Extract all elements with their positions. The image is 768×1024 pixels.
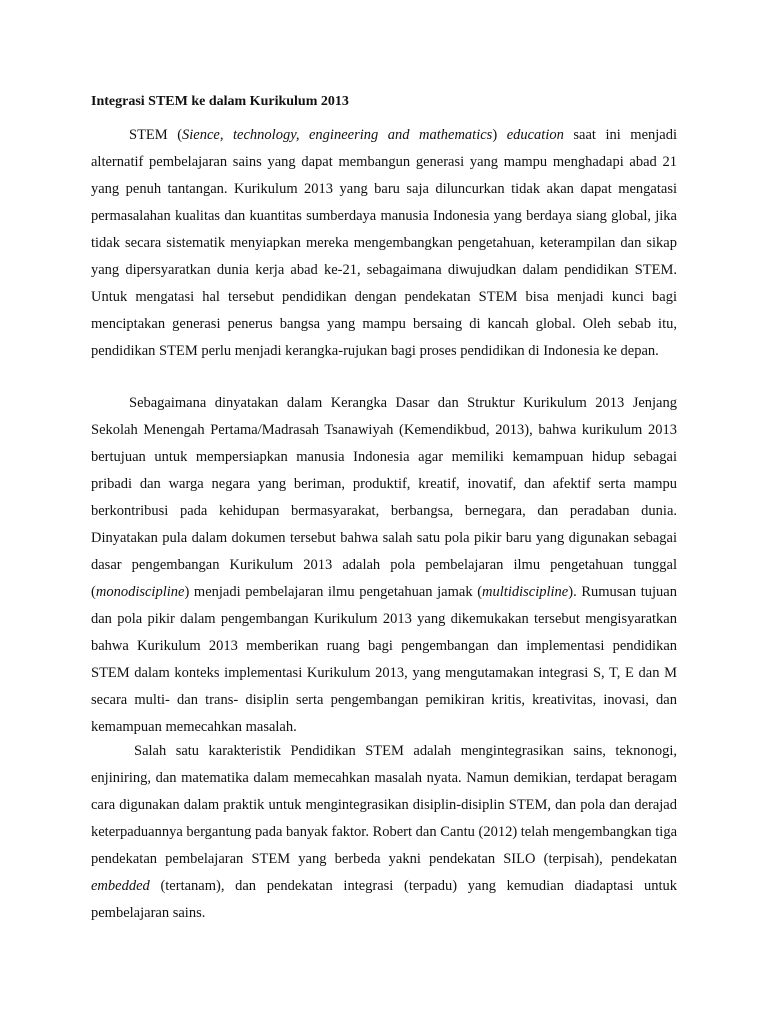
paragraph-3 bbox=[91, 738, 677, 927]
italic-text: Sience, technology, engineering and mathematics bbox=[182, 127, 493, 143]
paragraph-text: (tertanam), dan pendekatan integrasi (terpadu) yang kemudian diadaptasi untuk pembelajaran sains. bbox=[91, 878, 677, 921]
italic-text: monodiscipline bbox=[95, 584, 185, 600]
paragraph-2 bbox=[91, 390, 677, 741]
paragraph-text: STEM ( bbox=[129, 127, 183, 143]
paragraph-1 bbox=[91, 122, 677, 365]
paragraph-text: ) menjadi pembelajaran ilmu pengetahuan jamak ( bbox=[184, 584, 483, 600]
paragraph-text: ) bbox=[492, 127, 507, 143]
paragraph-text: ). Rumusan tujuan dan pola pikir dalam pengembangan Kurikulum 2013 yang dikemukakan tersebut mengisyaratkan bahwa Kurikulum 2013 memberikan ruang bagi pengembangan dan implementasi pendidikan STEM dalam konteks implementasi Kurikulum 2013, yang mengutamakan integrasi S, T, E dan M secara multi- dan trans- disiplin serta pengembangan pemikiran kritis, kreativitas, inovasi, dan kemampuan memecahkan masalah. bbox=[91, 584, 677, 735]
italic-text: education bbox=[506, 127, 564, 143]
paragraph-text: saat ini menjadi alternatif pembelajaran sains yang dapat membangun generasi yang mampu menghadapi abad 21 yang penuh tantangan. Kurikulum 2013 yang baru saja diluncurkan tidak akan dapat mengatasi permasalahan kualitas dan kuantitas sumberdaya manusia Indonesia yang berdaya siang global, jika tidak secara sistematik menyiapkan mereka mengembangkan pengetahuan, keterampilan dan sikap yang dipersyaratkan dunia kerja abad ke-21, sebagaimana diwujudkan dalam pendidikan STEM. Untuk mengatasi hal tersebut pendidikan dengan pendekatan STEM bisa menjadi kunci bagi menciptakan generasi penerus bangsa yang mampu bersaing di kancah global. Oleh sebab itu, pendidikan STEM perlu menjadi kerangka-rujukan bagi proses pendidikan di Indonesia ke depan. bbox=[91, 127, 678, 359]
paragraph-text: Salah satu karakteristik Pendidikan STEM adalah mengintegrasikan sains, teknonogi, enjiniring, dan matematika dalam memecahkan masalah nyata. Namun demikian, terdapat beragam cara digunakan dalam praktik untuk mengintegrasikan disiplin-disiplin STEM, dan pola dan derajad keterpaduannya bergantung pada banyak faktor. Robert dan Cantu (2012) telah mengembangkan tiga pendekatan pembelajaran STEM yang berbeda yakni pendekatan SILO (terpisah), pendekatan bbox=[91, 743, 677, 867]
italic-text: multidiscipline bbox=[482, 584, 569, 600]
document-title: Integrasi STEM ke dalam Kurikulum 2013 bbox=[91, 94, 349, 109]
italic-text: embedded bbox=[91, 878, 150, 894]
paragraph-text: Sebagaimana dinyatakan dalam Kerangka Dasar dan Struktur Kurikulum 2013 Jenjang Sekolah Menengah Pertama/Madrasah Tsanawiyah (Kemendikbud, 2013), bahwa kurikulum 2013 bertujuan untuk mempersiapkan manusia Indonesia agar memiliki kemampuan hidup sebagai pribadi dan warga negara yang beriman, produktif, kreatif, inovatif, dan afektif serta mampu berkontribusi pada kehidupan bermasyarakat, berbangsa, bernegara, dan peradaban dunia. Dinyatakan pula dalam dokumen tersebut bahwa salah satu pola pikir baru yang digunakan sebagai dasar pengembangan Kurikulum 2013 adalah pola pembelajaran ilmu pengetahuan tunggal ( bbox=[91, 395, 677, 600]
